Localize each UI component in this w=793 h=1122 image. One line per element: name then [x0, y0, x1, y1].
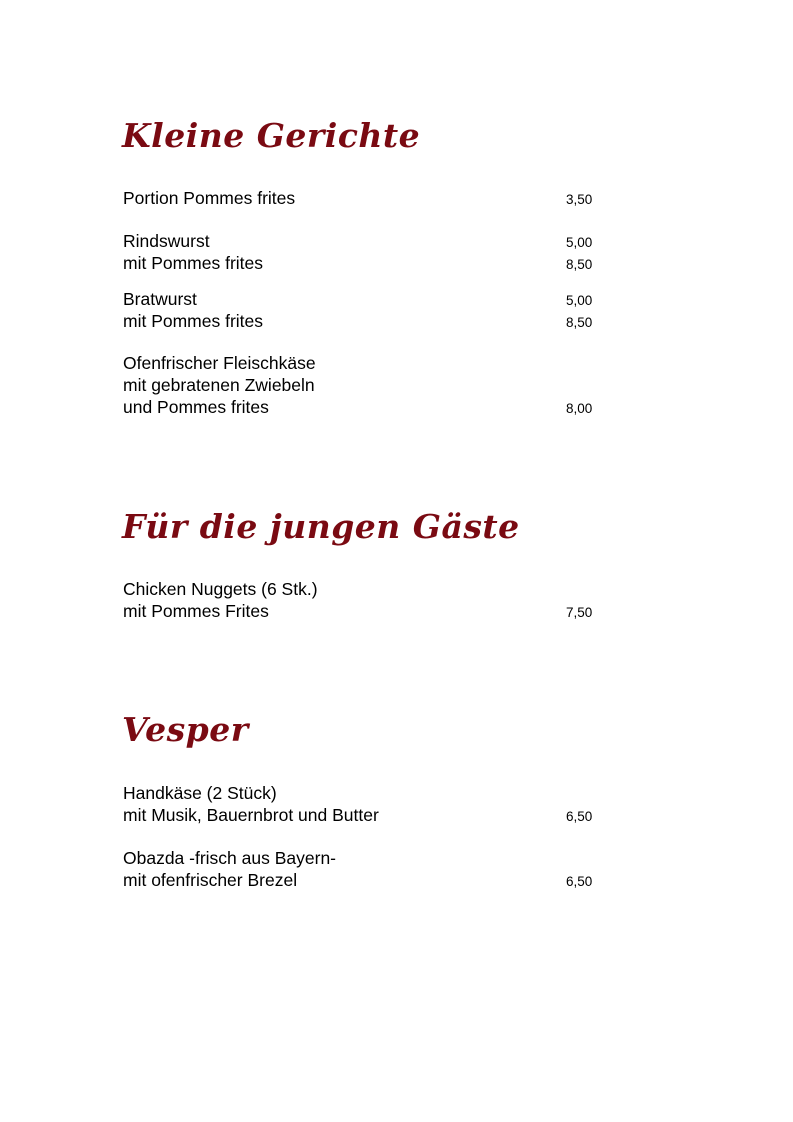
menu-item-fleischkaese-line-2: mit gebratenen Zwiebeln: [123, 375, 315, 395]
menu-item-nuggets-line-2: mit Pommes Frites: [123, 601, 269, 621]
menu-item-obazda-line-2: mit ofenfrischer Brezel: [123, 870, 298, 890]
menu-item-bratwurst-price-2: 8,50: [566, 315, 593, 330]
menu-item-fleischkaese-line-1: Ofenfrischer Fleischkäse: [123, 353, 316, 373]
menu-item-nuggets-line-1: Chicken Nuggets (6 Stk.): [123, 579, 318, 599]
menu-item-handkaese-line-1: Handkäse (2 Stück): [123, 783, 277, 803]
menu-item-handkaese-line-2: mit Musik, Bauernbrot und Butter: [123, 805, 379, 825]
menu-item-fleischkaese-line-3: und Pommes frites: [123, 397, 269, 417]
menu-item-handkaese-price: 6,50: [566, 809, 593, 824]
menu-item-rindswurst-line-2: mit Pommes frites: [123, 253, 264, 273]
section-title-junge-gaeste: Für die jungen Gäste: [122, 507, 520, 546]
menu-item-pommes-price: 3,50: [566, 192, 593, 207]
menu-item-bratwurst-line-1: Bratwurst: [123, 289, 197, 309]
menu-item-rindswurst-price-1: 5,00: [566, 235, 593, 250]
menu-item-obazda-price: 6,50: [566, 874, 593, 889]
menu-item-obazda-line-1: Obazda -frisch aus Bayern-: [123, 848, 337, 868]
menu-item-nuggets-price: 7,50: [566, 605, 593, 620]
menu-item-rindswurst-line-1: Rindswurst: [123, 231, 210, 251]
section-title-kleine-gerichte: Kleine Gerichte: [122, 116, 421, 155]
menu-item-fleischkaese-price: 8,00: [566, 401, 593, 416]
section-title-vesper: Vesper: [122, 710, 249, 749]
menu-item-bratwurst-line-2: mit Pommes frites: [123, 311, 264, 331]
menu-item-bratwurst-price-1: 5,00: [566, 293, 593, 308]
menu-item-rindswurst-price-2: 8,50: [566, 257, 593, 272]
menu-item-pommes-line-1: Portion Pommes frites: [123, 188, 296, 208]
